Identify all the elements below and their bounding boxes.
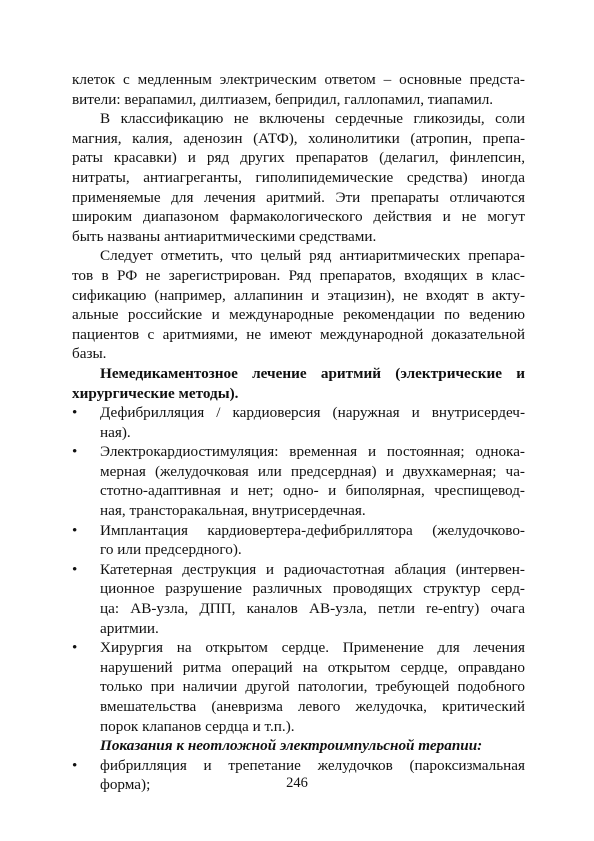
list-item xyxy=(72,442,525,520)
text-line: сификацию (например, аллапинин и этацизин), не входят в акту- xyxy=(72,286,525,304)
text-line: фибрилляция и трепетание желудочков (пароксизмальная xyxy=(100,756,525,774)
text-line: быть названы антиаритмическими средствами. xyxy=(72,227,377,245)
text-line: вители: верапамил, дилтиазем, бепридил, галлопамил, тиапамил. xyxy=(72,90,494,108)
text-line: ционное разрушение различных проводящих структур серд- xyxy=(100,580,525,598)
text-line: аритмии. xyxy=(100,619,159,637)
list-item xyxy=(72,638,525,736)
heading-line: хирургические методы). xyxy=(72,384,239,402)
text-line: мерная (желудочковая или предсердная) и двухкамерная; ча- xyxy=(100,462,525,480)
text-line: Электрокардиостимуляция: временная и постоянная; однока- xyxy=(100,443,525,461)
text-line: пациентов с аритмиями, не имеют международной доказательной xyxy=(72,325,525,343)
text-line: применяемые для лечения аритмий. Эти препараты отличаются xyxy=(72,188,525,206)
section-heading-nonpharmacological xyxy=(72,364,525,403)
bullet-icon: • xyxy=(72,521,78,539)
text-line: стотно-адаптивная и нет; одно- и биполярная, чреспищевод- xyxy=(100,482,525,500)
list-item xyxy=(72,560,525,638)
text-line: клеток с медленным электрическим ответом – основные предста- xyxy=(72,71,525,88)
heading-line: Показания к неотложной электроимпульсной терапии: xyxy=(100,737,483,755)
text-line: только при наличии другой патологии, требующей подобного xyxy=(100,678,525,696)
text-line: Имплантация кардиовертера-дефибриллятора (желудочково- xyxy=(100,521,525,539)
text-line: нарушений ритма операций на открытом сердце, оправдано xyxy=(100,658,525,676)
text-line: Катетерная деструкция и радиочастотная аблация (интервен- xyxy=(100,560,525,578)
text-line: вмешательства (аневризма левого желудочка, критический xyxy=(100,698,525,715)
document-page xyxy=(72,70,525,795)
text-line: альные российские и международные рекомендации по ведению xyxy=(72,306,525,324)
text-line: В классификацию не включены сердечные гликозиды, соли xyxy=(100,110,525,128)
heading-line: Немедикаментозное лечение аритмий (электрические и xyxy=(100,364,525,382)
text-line: ная). xyxy=(100,423,131,441)
text-line: раты красавки) и ряд других препаратов (делагил, финлепсин, xyxy=(72,149,525,167)
text-line: базы. xyxy=(72,345,107,363)
bullet-icon: • xyxy=(72,639,78,657)
page-number: 246 xyxy=(286,775,308,791)
text-line: Хирургия на открытом сердце. Применение для лечения xyxy=(100,639,525,657)
text-line: широким диапазоном фармакологического действия и не могут xyxy=(72,208,525,226)
text-line: нитраты, антиагреганты, гиполипидемические средства) иногда xyxy=(72,168,525,186)
section-heading-indications xyxy=(72,736,525,756)
bullet-icon: • xyxy=(72,404,78,422)
bullet-icon: • xyxy=(72,560,78,578)
text-line: порок клапанов сердца и т.п.). xyxy=(100,717,295,735)
text-line: магния, калия, аденозин (АТФ), холинолитики (атропин, препа- xyxy=(72,129,525,147)
text-line: го или предсердного). xyxy=(100,541,242,559)
text-line: форма); xyxy=(100,776,151,794)
methods-list xyxy=(72,403,525,736)
text-line: тов в РФ не зарегистрирован. Ряд препаратов, входящих в клас- xyxy=(72,266,525,284)
list-item xyxy=(72,521,525,560)
text-line: ная, трансторакальная, внутрисердечная. xyxy=(100,502,366,520)
text-line: ца: АВ-узла, ДПП, каналов АВ-узла, петли re-entry) очага xyxy=(100,600,525,618)
paragraph-1 xyxy=(72,70,525,109)
bullet-icon: • xyxy=(72,443,78,461)
paragraph-3 xyxy=(72,246,525,364)
list-item xyxy=(72,403,525,442)
text-line: Следует отметить, что целый ряд антиаритмических препара- xyxy=(100,247,525,265)
text-line: Дефибрилляция / кардиоверсия (наружная и внутрисердеч- xyxy=(100,404,525,422)
paragraph-2 xyxy=(72,109,525,246)
bullet-icon: • xyxy=(72,756,78,774)
